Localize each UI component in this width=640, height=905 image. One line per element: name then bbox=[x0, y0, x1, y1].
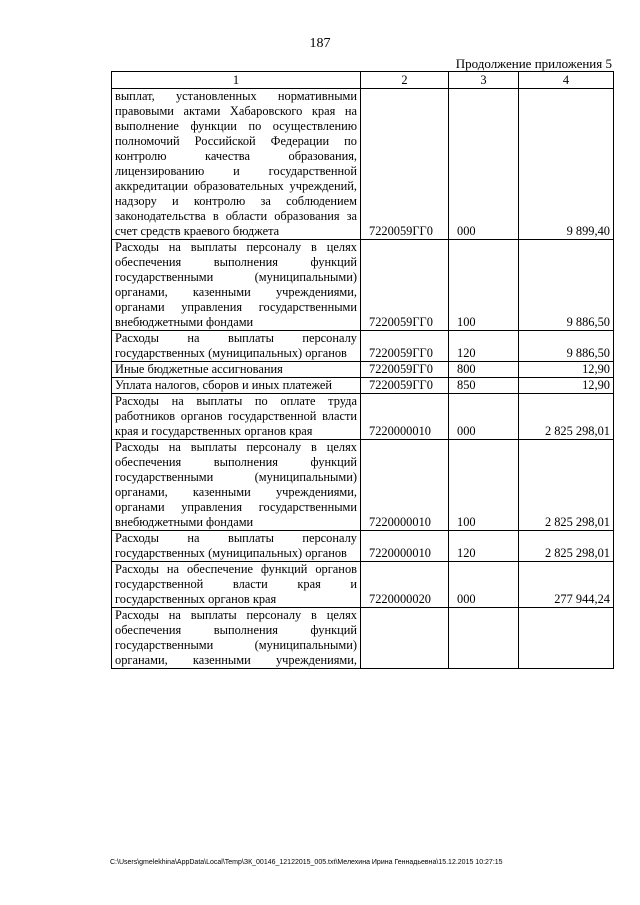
table-row bbox=[112, 240, 614, 331]
expense-type-code: 850 bbox=[449, 378, 519, 394]
column-header-4: 4 bbox=[519, 72, 614, 89]
row-description: Расходы на выплаты по оплате труда работников органов государственной власти края и государственных органов края bbox=[112, 394, 361, 440]
table-row bbox=[112, 331, 614, 362]
file-path-footer: C:\Users\gmelekhina\AppData\Local\Temp\ЗК_00146_12122015_005.txt\Мелехина Ирина Геннадьевна\15.12.2015 10:27:15 bbox=[110, 859, 503, 866]
target-article-code: 7220059ГГ0 bbox=[361, 89, 449, 240]
table-row bbox=[112, 562, 614, 608]
target-article-code bbox=[361, 608, 449, 669]
row-description: Расходы на выплаты персоналу государственных (муниципальных) органов bbox=[112, 531, 361, 562]
row-description: Расходы на обеспечение функций органов государственной власти края и государственных органов края bbox=[112, 562, 361, 608]
amount: 12,90 bbox=[519, 378, 614, 394]
amount: 9 899,40 bbox=[519, 89, 614, 240]
target-article-code: 7220000020 bbox=[361, 562, 449, 608]
target-article-code: 7220000010 bbox=[361, 440, 449, 531]
amount: 9 886,50 bbox=[519, 240, 614, 331]
column-header-3: 3 bbox=[449, 72, 519, 89]
expense-type-code: 000 bbox=[449, 89, 519, 240]
table-row bbox=[112, 362, 614, 378]
amount: 2 825 298,01 bbox=[519, 531, 614, 562]
expense-type-code: 000 bbox=[449, 562, 519, 608]
table-row bbox=[112, 440, 614, 531]
target-article-code: 7220000010 bbox=[361, 394, 449, 440]
amount: 2 825 298,01 bbox=[519, 394, 614, 440]
expense-type-code: 000 bbox=[449, 394, 519, 440]
target-article-code: 7220059ГГ0 bbox=[361, 240, 449, 331]
budget-table bbox=[111, 71, 614, 669]
page-number: 187 bbox=[309, 36, 331, 51]
amount: 12,90 bbox=[519, 362, 614, 378]
row-description: Уплата налогов, сборов и иных платежей bbox=[112, 378, 361, 394]
target-article-code: 7220000010 bbox=[361, 531, 449, 562]
table-row bbox=[112, 89, 614, 240]
target-article-code: 7220059ГГ0 bbox=[361, 378, 449, 394]
amount: 2 825 298,01 bbox=[519, 440, 614, 531]
table-row bbox=[112, 378, 614, 394]
expense-type-code: 120 bbox=[449, 531, 519, 562]
column-header-2: 2 bbox=[361, 72, 449, 89]
row-description: Иные бюджетные ассигнования bbox=[112, 362, 361, 378]
target-article-code: 7220059ГГ0 bbox=[361, 331, 449, 362]
amount bbox=[519, 608, 614, 669]
table-row bbox=[112, 394, 614, 440]
column-header-1: 1 bbox=[112, 72, 361, 89]
expense-type-code: 100 bbox=[449, 440, 519, 531]
expense-type-code: 120 bbox=[449, 331, 519, 362]
table-header-row bbox=[112, 72, 614, 89]
expense-type-code bbox=[449, 608, 519, 669]
row-description: Расходы на выплаты персоналу в целях обеспечения выполнения функций государственными (муниципальными) органами, казенными учреждениями, bbox=[112, 608, 361, 669]
expense-type-code: 800 bbox=[449, 362, 519, 378]
row-description: Расходы на выплаты персоналу государственных (муниципальных) органов bbox=[112, 331, 361, 362]
row-description: Расходы на выплаты персоналу в целях обеспечения выполнения функций государственными (муниципальными) органами, казенными учреждениями, органами управления государственными внебюджетными фондами bbox=[112, 240, 361, 331]
expense-type-code: 100 bbox=[449, 240, 519, 331]
table-row bbox=[112, 531, 614, 562]
table-row bbox=[112, 608, 614, 669]
row-description: выплат, установленных нормативными правовыми актами Хабаровского края на выполнение функции по осуществлению полномочий Российской Федерации по контролю качества образования, лицензированию и государственной аккредитации образовательных учреждений, надзору и контролю за соблюдением законодательства в области образования за счет средств краевого бюджета bbox=[112, 89, 361, 240]
amount: 9 886,50 bbox=[519, 331, 614, 362]
row-description: Расходы на выплаты персоналу в целях обеспечения выполнения функций государственными (муниципальными) органами, казенными учреждениями, органами управления государственными внебюджетными фондами bbox=[112, 440, 361, 531]
target-article-code: 7220059ГГ0 bbox=[361, 362, 449, 378]
appendix-continuation-title: Продолжение приложения 5 bbox=[455, 56, 612, 71]
amount: 277 944,24 bbox=[519, 562, 614, 608]
